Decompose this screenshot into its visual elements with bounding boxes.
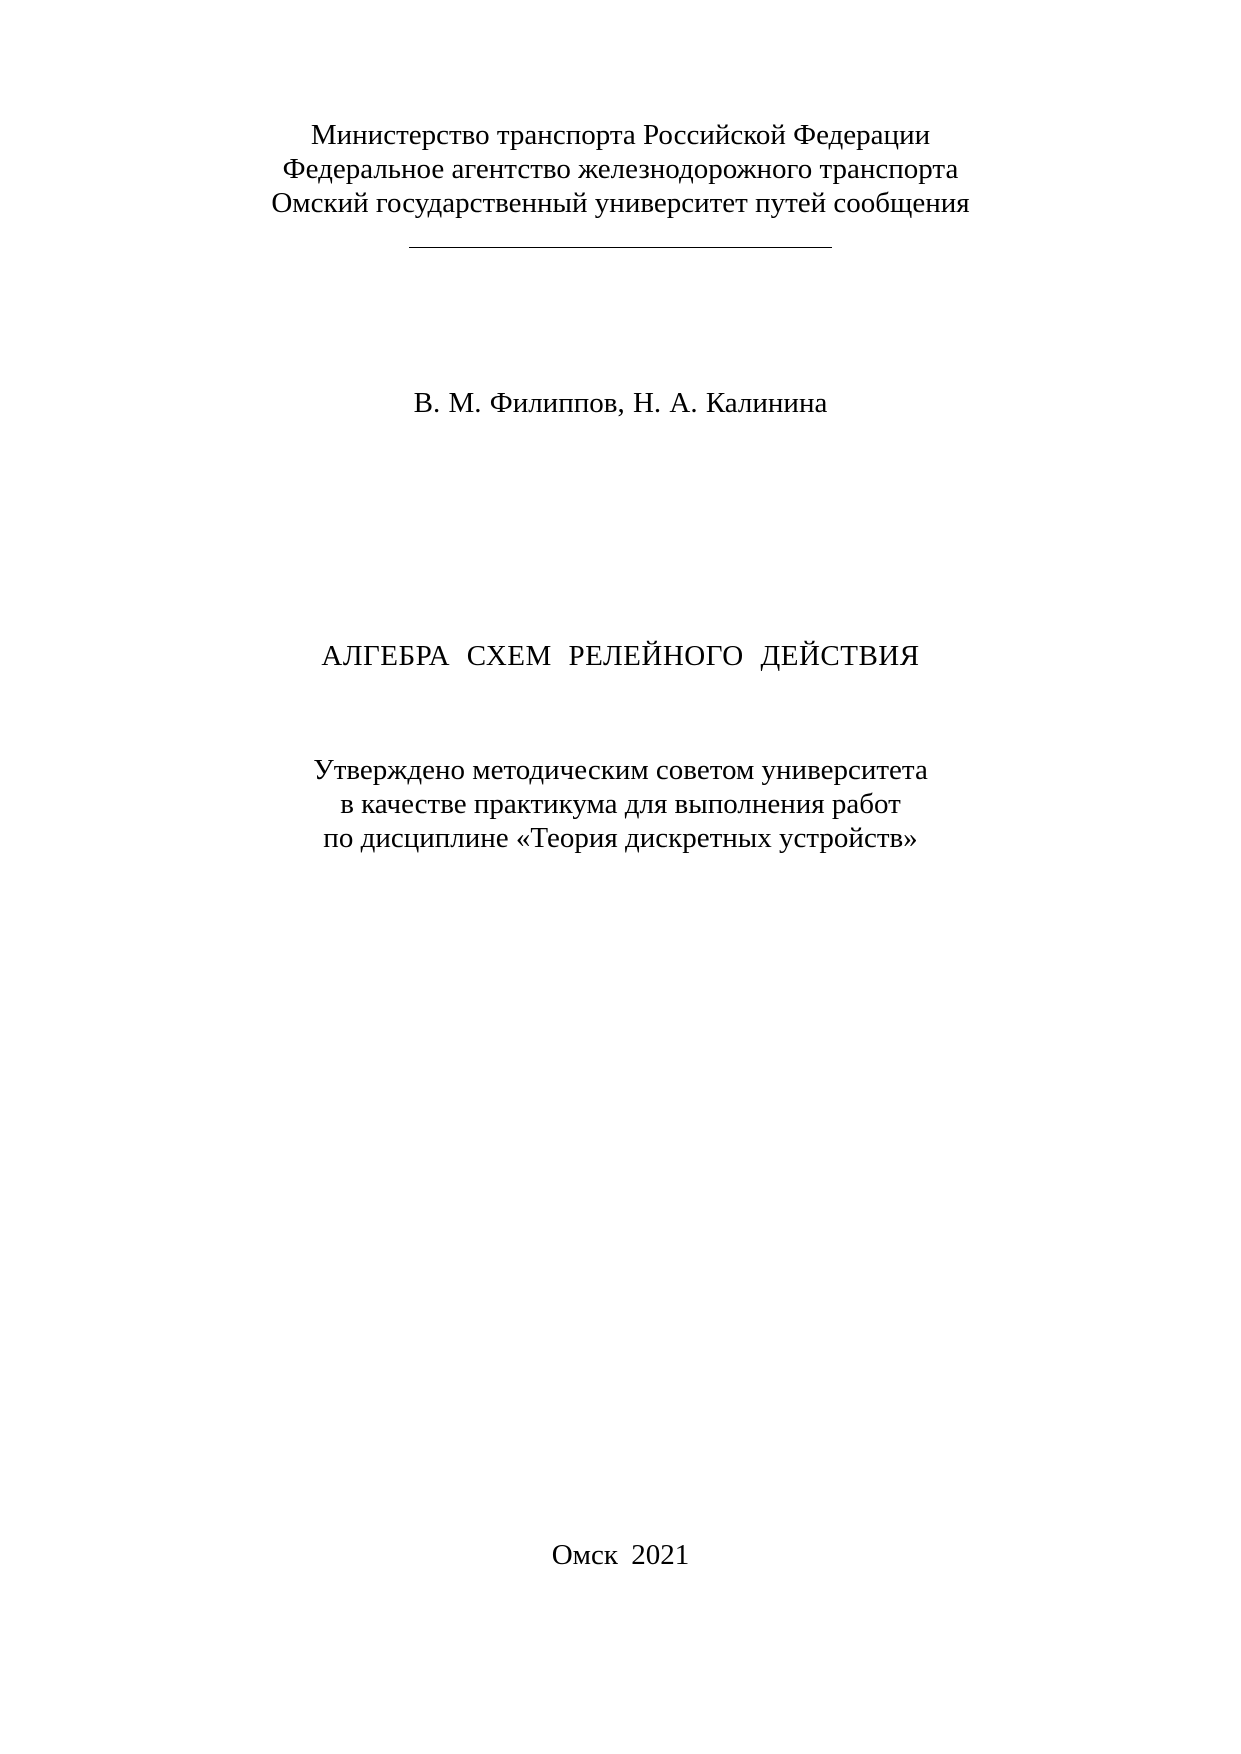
institution-header [0,118,1241,220]
university-line: Омский государственный университет путей сообщения [271,187,970,219]
approval-line-2: в качестве практикума для выполнения работ [340,788,901,820]
agency-line: Федеральное агентство железнодорожного транспорта [282,153,959,185]
approval-line-3: по дисциплине «Теория дискретных устройств» [323,822,918,854]
city-year: Омск 2021 [551,1539,690,1571]
ministry-line: Министерство транспорта Российской Федерации [310,119,931,151]
document-title: АЛГЕБРА СХЕМ РЕЛЕЙНОГО ДЕЙСТВИЯ [321,640,920,672]
header-divider [409,247,832,248]
authors: В. М. Филиппов, Н. А. Калинина [413,387,828,419]
approval-note [0,753,1241,855]
approval-line-1: Утверждено методическим советом университета [313,754,928,786]
